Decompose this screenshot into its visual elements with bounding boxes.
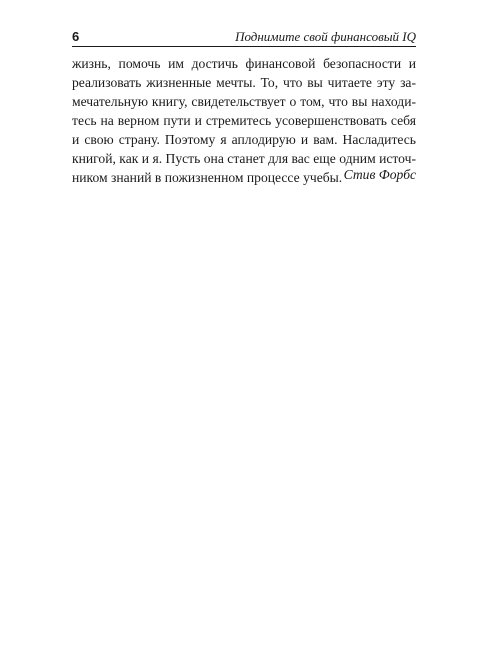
author-signature: Стив Форбс	[343, 167, 416, 182]
text-line: жизнь, помочь им достичь финансовой безопасности и	[72, 56, 416, 71]
text-line: книгой, как и я. Пусть она станет для вас еще одним источ-	[72, 151, 416, 166]
page-header	[72, 28, 416, 48]
text-line: мечательную книгу, свидетельствует о том, что вы находи-	[72, 94, 416, 109]
text-line: ником знаний в пожизненном процессе учебы.	[72, 170, 343, 185]
page-number: 6	[72, 29, 80, 44]
header-rule	[72, 46, 416, 47]
running-title: Поднимите свой финансовый IQ	[235, 29, 416, 44]
text-line: тесь на верном пути и стремитесь усовершенствовать себя	[72, 113, 416, 128]
text-line: и свою страну. Поэтому я аплодирую и вам. Насладитесь	[72, 132, 416, 147]
text-line: реализовать жизненные мечты. То, что вы читаете эту за-	[72, 75, 416, 90]
